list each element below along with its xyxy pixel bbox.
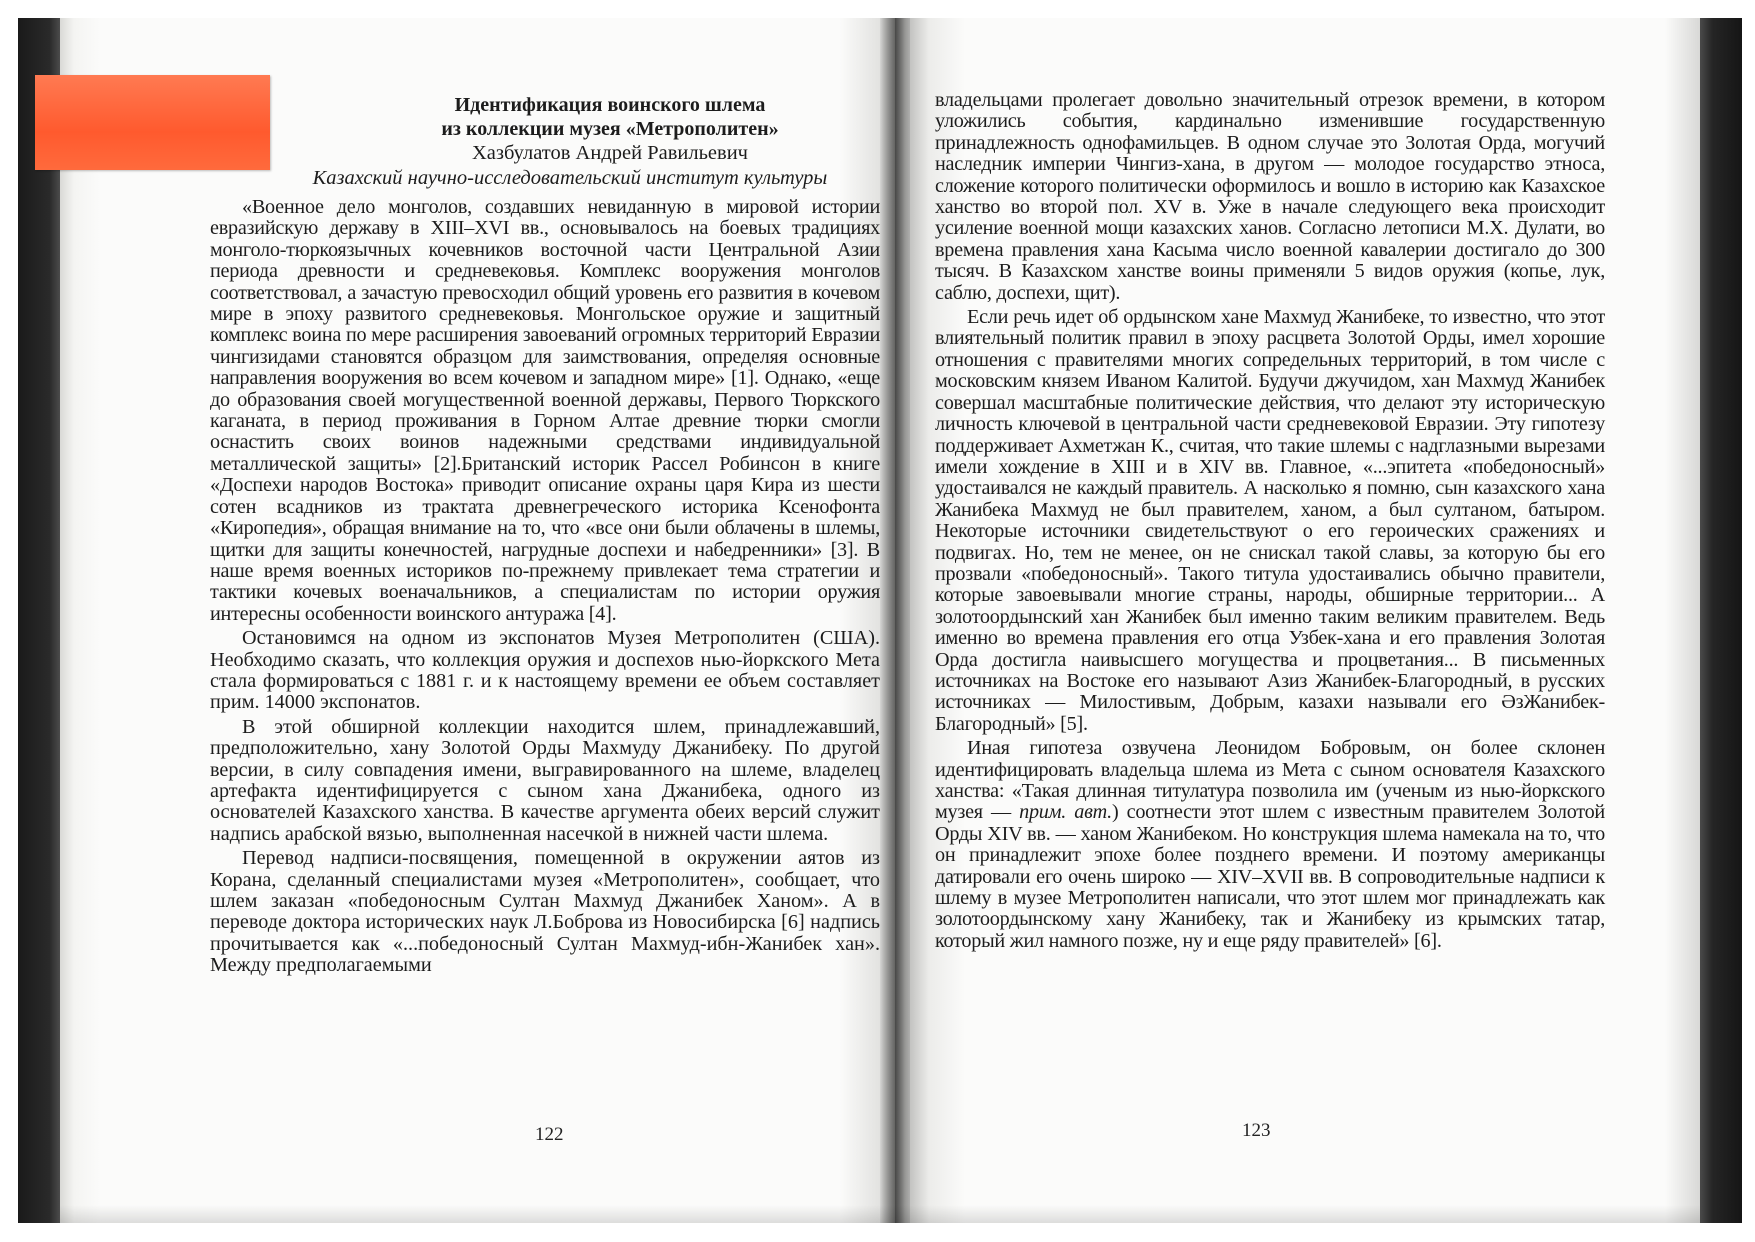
left-paragraph-2: Остановимся на одном из экспонатов Музея Метрополитен (США). Необходимо сказать, что коллекция оружия и доспехов нью-йоркского Мета стала формироваться с 1881 г. и к настоящему времени ее объем составляет прим. 14000 экспонатов. <box>210 627 880 714</box>
article-title-line-2: из коллекции музея «Метрополитен» <box>441 118 779 140</box>
page-bottom-shadow <box>60 1205 1700 1223</box>
page-number-right: 123 <box>1242 1120 1271 1141</box>
book-gutter <box>880 18 910 1223</box>
right-paragraph-3 <box>935 738 1605 952</box>
article-title <box>360 93 860 141</box>
left-paragraph-1: «Военное дело монголов, создавших невиданную в мировой истории евразийскую державу в XIII–XVI вв., основывалось на боевых традициях монголо-тюркоязычных кочевников восточной части Центральной Азии периода древности и средневековья. Комплекс вооружения монголов соответствовал, а зачастую превосходил общий уровень его развития в кочевом мире в эпоху развитого средневековья. Монгольское оружие и защитный комплекс воина по мере расширения завоеваний огромных территорий Евразии чингизидами становятся образцом для заимствования, определяя основные направления вооружения во всем кочевом и западном мире» [1]. Однако, «еще до образования своей могущественной военной державы, Первого Тюркского каганата, в период проживания в Горном Алтае древние тюрки смогли оснастить своих воинов надежными средствами индивидуальной металлической защиты» [2].Британский историк Рассел Робинсон в книге «Доспехи народов Востока» приводит описание охраны царя Кира из шести сотен всадников из трактата древнегреческого историка Ксенофонта «Киропедия», обращая внимание на то, что «все они были облачены в шлемы, щитки для защиты конечностей, нагрудные доспехи и набедренники» [3]. В наше время военных историков по-прежнему привлекает тема стратегии и тактики кочевых военачальников, а специалистам по истории оружия интересны особенности воинского антуража [4]. <box>210 196 880 625</box>
right-paragraph-1: владельцами пролегает довольно значительный отрезок времени, в котором уложились события, кардинально изменившие государственную принадлежность однофамильцев. В одном случае это Золотая Орда, могучий наследник империи Чингиз-хана, в другом — молодое государство этноса, сложение которого политически оформилось и вошло в историю как Казахское ханство во второй пол. XV в. Уже в начале следующего века происходит усиление военной мощи казахских ханов. Согласно летописи М.Х. Дулати, во времена правления хана Касыма число военной кавалерии достигало до 300 тысяч. В Казахском ханстве воины применяли 5 видов оружия (копье, лук, саблю, доспехи, щит). <box>935 89 1605 304</box>
right-paragraph-2: Если речь идет об ордынском хане Махмуд Жанибеке, то известно, что этот влиятельный политик правил в эпоху расцвета Золотой Орды, имел хорошие отношения с правителями многих сопредельных территорий, в том числе с московским князем Иваном Калитой. Будучи джучидом, хан Махмуд Жанибек совершал масштабные политические действия, что делают эту историческую личность ключевой в центральной части средневековой Евразии. Эту гипотезу поддерживает Ахметжан К., считая, что такие шлемы с надглазными вырезами имели хождение в XIII и в XIV вв. Главное, «...эпитета «победоносный» удостаивался не каждый правитель. А насколько я помню, сын казахского хана Жанибека Махмуд не был правителем, ханом, а был султаном, батыром. Некоторые источники свидетельствуют о его героических сражениях и подвигах. Но, тем не менее, он не снискал такой славы, за которую бы его прозвали «победоносный». Такого титула удостаивались обычно правители, которые завоевывали многие страны, народы, обширные территории... А золотоордынский хан Жанибек был именно таким великим правителем. Ведь именно во времена правления его отца Узбек-хана и его правления Золотая Орда достигла наивысшего могущества и процветания... В письменных источниках на Востоке его называют Азиз Жанибек-Благородный, в русских источниках — Милостивым, Добрым, казахи называли его ӘзЖанибек-Благородный» [5]. <box>935 306 1605 735</box>
article-title-line-1: Идентификация воинского шлема <box>454 94 766 116</box>
author-institute: Казахский научно-исследовательский институт культуры <box>312 167 828 189</box>
article-author: Хазбулатов Андрей Равильевич <box>472 142 748 164</box>
author-note-italic: прим. авт. <box>1019 801 1112 824</box>
right-paragraph-3-end: ) соотнести этот шлем с известным правителем Золотой Орды XIV вв. — ханом Жанибеком. Но конструкция шлема намекала на то, что он принадлежит эпохе более позднего времени. И поэтому американцы датировали его очень широко — XIV–XVII вв. В сопроводительные надписи к шлему в музее Метрополитен написали, что этот шлем мог принадлежать как золотоордынскому хану Жанибеку, так и Жанибеку из крымских татар, который жил намного позже, ну и еще ряду правителей» [6]. <box>935 801 1605 952</box>
right-paragraph-3-start: Иная гипотеза озвучена Леонидом Бобровым, он более склонен идентифицировать владельца шлема из Мета с сыном основателя Казахского ханства: «Такая длинная титулатура позволила им (ученым из нью-йоркского музея — <box>935 737 1605 824</box>
right-page-text <box>935 90 1605 955</box>
scanner-edge-right <box>1700 18 1742 1223</box>
scanner-edge-left <box>18 18 63 1223</box>
page-number-left: 122 <box>535 1124 564 1145</box>
left-paragraph-3: В этой обширной коллекции находится шлем, принадлежавший, предположительно, хану Золотой Орды Махмуду Джанибеку. По другой версии, в силу совпадения имени, выгравированного на шлеме, владелец артефакта идентифицируется с сыном хана Джанибека, одного из основателей Казахского ханства. В качестве аргумента обеих версий служит надпись арабской вязью, выполненная насечкой в нижней части шлема. <box>210 715 880 845</box>
left-page-text <box>210 93 880 980</box>
left-paragraph-4: Перевод надписи-посвящения, помещенной в окружении аятов из Корана, сделанный специалистами музея «Метрополитен», сообщает, что шлем заказан «победоносным Султан Махмуд Джанибек Ханом». А в переводе доктора исторических наук Л.Боброва из Новосибирска [6] надпись прочитывается как «...победоносный Султан Махмуд-ибн-Жанибек хан». Между предполагаемыми <box>210 847 880 977</box>
